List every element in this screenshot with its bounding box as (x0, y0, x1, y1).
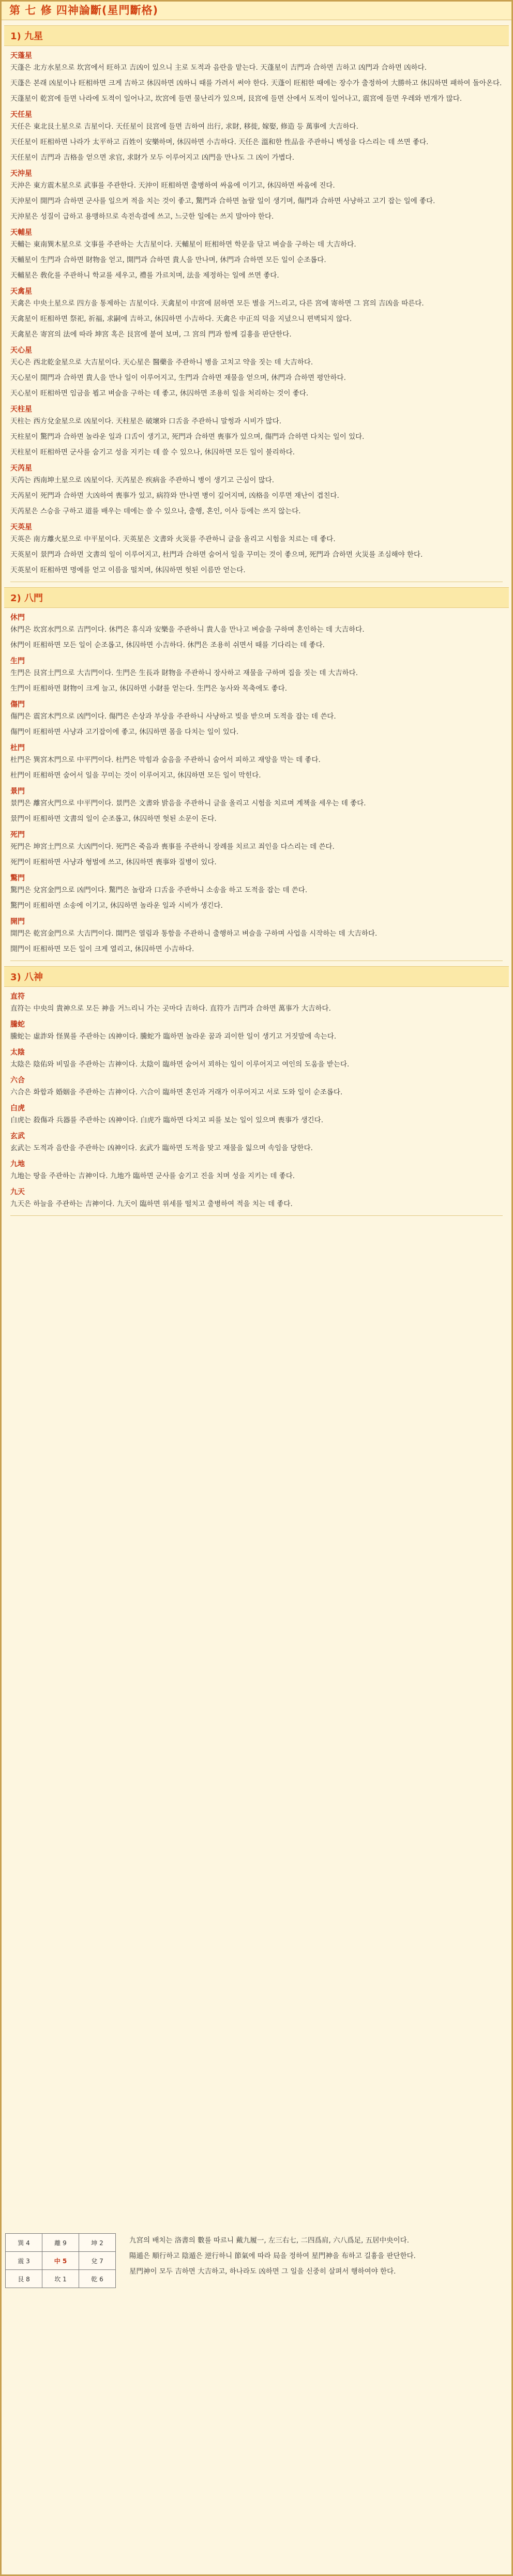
paragraph: 傷門이 旺相하면 사냥과 고기잡이에 좋고, 休囚하면 몸을 다치는 일이 있다. (10, 728, 239, 736)
paragraph: 開門은 乾宮金門으로 大吉門이다. 開門은 열림과 통함을 주관하니 출행하고 벼슬을 구하며 사업을 시작하는 데 大吉하다. (10, 929, 378, 938)
subsection-heading: 死門 (10, 831, 25, 839)
paragraph: 天輔星은 敎化를 주관하니 학교를 세우고, 禮를 가르치며, 法을 제정하는 일에 쓰면 좋다. (10, 271, 279, 280)
paragraph: 天柱星이 驚門과 合하면 놀라운 일과 口舌이 생기고, 死門과 合하면 喪事가 있으며, 傷門과 合하면 다치는 일이 있다. (10, 433, 365, 441)
subsection-heading: 九天 (10, 1188, 25, 1196)
paragraph: 景門은 離宮火門으로 中平門이다. 景門은 文書와 밝음을 주관하니 글을 올리고 시험을 치르며 계책을 세우는 데 좋다. (10, 799, 366, 807)
grid-cell: 離 9 (42, 2234, 79, 2252)
paragraph: 天心星이 開門과 合하면 貴人을 만나 일이 이루어지고, 生門과 合하면 재물을 얻으며, 休門과 合하면 평안하다. (10, 374, 346, 382)
paragraph: 天輔星이 生門과 合하면 財物을 얻고, 開門과 合하면 貴人을 만나며, 休門과 合하면 모든 일이 순조롭다. (10, 256, 326, 264)
diagram-tables (5, 2233, 508, 2288)
paragraph: 天心은 西北乾金星으로 大吉星이다. 天心星은 醫藥을 주관하니 병을 고치고 약을 짓는 데 大吉하다. (10, 358, 313, 367)
paragraph: 直符는 中央의 貴神으로 모든 神을 거느리니 가는 곳마다 吉하다. 直符가 吉門과 合하면 萬事가 大吉하다. (10, 1004, 331, 1013)
paragraph: 玄武는 도적과 음란을 주관하는 凶神이다. 玄武가 臨하면 도적을 맞고 재물을 잃으며 속임을 당한다. (10, 1144, 313, 1152)
subsection-heading: 玄武 (10, 1132, 25, 1140)
grid-cell: 坎 1 (42, 2270, 79, 2288)
subsection-heading: 天柱星 (10, 405, 32, 414)
paragraph: 天任星이 吉門과 吉格을 얻으면 求官, 求財가 모두 이루어지고 凶門을 만나도 그 凶이 가볍다. (10, 154, 295, 162)
paragraph: 騰蛇는 虛詐와 怪異를 주관하는 凶神이다. 騰蛇가 臨하면 놀라운 꿈과 괴이한 일이 생기고 거짓말에 속는다. (10, 1032, 337, 1041)
paragraph: 太陰은 陰佑와 비밀을 주관하는 吉神이다. 太陰이 臨하면 숨어서 꾀하는 일이 이루어지고 여인의 도움을 받는다. (10, 1060, 350, 1069)
grid-cell: 坤 2 (79, 2234, 116, 2252)
subsection-heading: 白虎 (10, 1104, 25, 1112)
grid-cell: 乾 6 (79, 2270, 116, 2288)
subsection-heading: 休門 (10, 614, 25, 622)
paragraph: 天柱는 西方兌金星으로 凶星이다. 天柱星은 破壞와 口舌을 주관하니 말썽과 시비가 많다. (10, 417, 282, 425)
paragraph: 開門이 旺相하면 모든 일이 크게 열리고, 休囚하면 小吉하다. (10, 945, 194, 953)
paragraph: 生門이 旺相하면 財物이 크게 늘고, 休囚하면 小財를 얻는다. 生門은 농사와 목축에도 좋다. (10, 684, 288, 693)
grid-cell: 中 5 (42, 2252, 79, 2270)
paragraph: 天蓬은 北方水星으로 坎宮에서 旺하고 吉凶이 있으니 主로 도적과 음란을 맡는다. 天蓬星이 吉門과 合하면 吉하고 凶門과 合하면 凶하다. (10, 64, 427, 72)
paragraph: 天英星이 旺相하면 명예를 얻고 이름을 떨치며, 休囚하면 헛된 이름만 얻는다. (10, 566, 246, 574)
paragraph: 天沖星이 開門과 合하면 군사를 일으켜 적을 치는 것이 좋고, 驚門과 合하면 놀랄 일이 생기며, 傷門과 合하면 사냥하고 고기 잡는 일에 좋다. (10, 197, 435, 205)
page-title: 第 七 修 四神論斷(星門斷格) (9, 4, 159, 17)
subsection-heading: 天沖星 (10, 170, 32, 178)
paragraph: 休門이 旺相하면 모든 일이 순조롭고, 休囚하면 小吉하다. 休門은 조용히 쉬면서 때를 기다리는 데 좋다. (10, 641, 325, 649)
side-note-3: 星門神이 모두 吉하면 大吉하고, 하나라도 凶하면 그 일을 신중히 살펴서 행하여야 한다. (129, 2267, 396, 2276)
grid-cell: 震 3 (6, 2252, 42, 2270)
paragraph: 杜門이 旺相하면 숨어서 일을 꾸미는 것이 이루어지고, 休囚하면 모든 일이 막힌다. (10, 771, 261, 780)
subsection-heading: 天輔星 (10, 228, 32, 237)
side-note-1: 九宮의 배치는 洛書의 數를 따르니 戴九履一, 左三右七, 二四爲肩, 六八爲足, 五居中央이다. (129, 2236, 410, 2245)
paragraph: 天芮星이 死門과 合하면 大凶하여 喪事가 있고, 病符와 만나면 병이 깊어지며, 凶格을 이루면 재난이 겹친다. (10, 492, 339, 500)
subsection-heading: 天禽星 (10, 287, 32, 296)
paragraph: 天禽星은 寄宮의 法에 따라 坤宮 혹은 艮宮에 붙여 보며, 그 宮의 門과 함께 길흉을 판단한다. (10, 330, 292, 339)
paragraph: 死門은 坤宮土門으로 大凶門이다. 死門은 죽음과 喪事를 주관하니 장례를 치르고 죄인을 다스리는 데 쓴다. (10, 843, 335, 851)
paragraph: 天柱星이 旺相하면 군사를 숨기고 성을 지키는 데 쓸 수 있으나, 休囚하면 모든 일이 불리하다. (10, 448, 295, 456)
subsection-heading: 杜門 (10, 744, 25, 752)
paragraph: 天心星이 旺相하면 임금을 뵙고 벼슬을 구하는 데 좋고, 休囚하면 조용히 일을 처리하는 것이 좋다. (10, 389, 309, 398)
paragraph: 天沖星은 성질이 급하고 용맹하므로 속전속결에 쓰고, 느긋한 일에는 쓰지 말아야 한다. (10, 212, 274, 221)
paragraph: 天英은 南方離火星으로 中平星이다. 天英星은 文書와 火災를 주관하니 글을 올리고 시험을 치르는 데 좋다. (10, 535, 336, 543)
grid-cell: 兌 7 (79, 2252, 116, 2270)
side-note-2: 陽遁은 順行하고 陰遁은 逆行하니 節氣에 따라 局을 정하여 星門神을 布하고 길흉을 판단한다. (129, 2252, 416, 2260)
palace-grid-table (5, 2233, 116, 2288)
grid-cell: 艮 8 (6, 2270, 42, 2288)
paragraph: 天芮는 西南坤土星으로 凶星이다. 天芮星은 疾病을 주관하니 병이 생기고 근심이 많다. (10, 476, 275, 484)
section-heading: 2) 八門 (4, 587, 509, 608)
paragraph: 天蓬은 본래 凶星이나 旺相하면 크게 吉하고 休囚하면 凶하니 때를 가려서 써야 한다. 天蓬이 旺相한 때에는 장수가 출정하여 大勝하고 休囚하면 패하여 돌아온다. (10, 79, 502, 87)
paragraph: 天蓬星이 乾宮에 들면 나라에 도적이 일어나고, 坎宮에 들면 물난리가 있으며, 艮宮에 들면 산에서 도적이 일어나고, 震宮에 들면 우레와 번개가 많다. (10, 95, 462, 103)
section-heading: 3) 八神 (4, 966, 509, 987)
subsection-heading: 六合 (10, 1076, 25, 1085)
paragraph: 驚門이 旺相하면 소송에 이기고, 休囚하면 놀라운 일과 시비가 생긴다. (10, 902, 223, 910)
subsection-heading: 天蓬星 (10, 52, 32, 60)
subsection-heading: 天芮星 (10, 464, 32, 472)
paragraph: 九天은 하늘을 주관하는 吉神이다. 九天이 臨하면 위세를 떨치고 출병하여 적을 치는 데 좋다. (10, 1200, 293, 1208)
paragraph: 傷門은 震宮木門으로 凶門이다. 傷門은 손상과 부상을 주관하니 사냥하고 빚을 받으며 도적을 잡는 데 쓴다. (10, 712, 336, 721)
grid-cell: 巽 4 (6, 2234, 42, 2252)
paragraph: 景門이 旺相하면 文書의 일이 순조롭고, 休囚하면 헛된 소문이 돈다. (10, 815, 217, 823)
subsection-heading: 太陰 (10, 1048, 25, 1057)
paragraph: 天芮星은 스승을 구하고 道를 배우는 데에는 쓸 수 있으나, 출행, 혼인, 이사 등에는 쓰지 않는다. (10, 507, 301, 515)
grid-row (6, 2270, 116, 2288)
paragraph: 杜門은 巽宮木門으로 中平門이다. 杜門은 막힘과 숨음을 주관하니 숨어서 피하고 재앙을 막는 데 좋다. (10, 756, 321, 764)
paragraph: 六合은 화합과 婚姻을 주관하는 吉神이다. 六合이 臨하면 혼인과 거래가 이루어지고 서로 도와 일이 순조롭다. (10, 1088, 343, 1096)
paragraph: 死門이 旺相하면 사냥과 형벌에 쓰고, 休囚하면 喪事와 질병이 있다. (10, 858, 217, 866)
subsection-heading: 天心星 (10, 346, 32, 355)
paragraph: 天任은 東北艮土星으로 吉星이다. 天任星이 艮宮에 들면 吉하여 出行, 求財, 移徙, 嫁娶, 修造 등 萬事에 大吉하다. (10, 123, 358, 131)
side-notes (123, 2233, 508, 2288)
paragraph: 天禽은 中央土星으로 四方을 통제하는 吉星이다. 天禽星이 中宮에 居하면 모든 별을 거느리고, 다른 宮에 寄하면 그 宮의 吉凶을 따른다. (10, 299, 424, 308)
subsection-heading: 生門 (10, 657, 25, 665)
paragraph: 生門은 艮宮土門으로 大吉門이다. 生門은 生長과 財物을 주관하니 장사하고 재물을 구하며 집을 짓는 데 大吉하다. (10, 669, 358, 677)
paragraph: 天沖은 東方震木星으로 武事를 주관한다. 天沖이 旺相하면 출병하여 싸움에 이기고, 休囚하면 싸움에 진다. (10, 181, 335, 190)
paragraph: 天任星이 旺相하면 나라가 太平하고 百姓이 安樂하며, 休囚하면 小吉하다. 天任은 溫和한 性品을 주관하니 백성을 다스리는 데 쓰면 좋다. (10, 138, 429, 146)
subsection-heading: 直符 (10, 993, 25, 1001)
paragraph: 天禽星이 旺相하면 祭祀, 祈福, 求嗣에 吉하고, 休囚하면 小吉하다. 天禽은 中正의 덕을 지녔으니 편벽되지 않다. (10, 315, 352, 323)
subsection-heading: 傷門 (10, 700, 25, 709)
paragraph: 休門은 坎宮水門으로 吉門이다. 休門은 휴식과 安樂을 주관하니 貴人을 만나고 벼슬을 구하며 혼인하는 데 大吉하다. (10, 626, 365, 634)
subsection-heading: 天任星 (10, 111, 32, 119)
subsection-heading: 天英星 (10, 523, 32, 531)
subsection-heading: 九地 (10, 1160, 25, 1168)
paragraph: 天輔는 東南巽木星으로 文事를 주관하는 大吉星이다. 天輔星이 旺相하면 학문을 닦고 벼슬을 구하는 데 大吉하다. (10, 240, 356, 249)
subsection-heading: 開門 (10, 918, 25, 926)
paragraph: 天英星이 景門과 合하면 文書의 일이 이루어지고, 杜門과 合하면 숨어서 일을 꾸미는 것이 좋으며, 死門과 合하면 火災를 조심해야 한다. (10, 551, 423, 559)
subsection-heading: 騰蛇 (10, 1020, 25, 1029)
subsection-heading: 景門 (10, 787, 25, 796)
paragraph: 白虎는 殺傷과 兵器를 주관하는 凶神이다. 白虎가 臨하면 다치고 피를 보는 일이 있으며 喪事가 생긴다. (10, 1116, 324, 1124)
grid-row (6, 2234, 116, 2252)
bottom-area (5, 2233, 508, 2288)
paragraph: 驚門은 兌宮金門으로 凶門이다. 驚門은 놀람과 口舌을 주관하니 소송을 하고 도적을 잡는 데 쓴다. (10, 886, 308, 894)
section-heading: 1) 九星 (4, 25, 509, 46)
paragraph: 九地는 땅을 주관하는 吉神이다. 九地가 臨하면 군사를 숨기고 진을 치며 성을 지키는 데 좋다. (10, 1172, 295, 1180)
subsection-heading: 驚門 (10, 874, 25, 882)
grid-row (6, 2252, 116, 2270)
